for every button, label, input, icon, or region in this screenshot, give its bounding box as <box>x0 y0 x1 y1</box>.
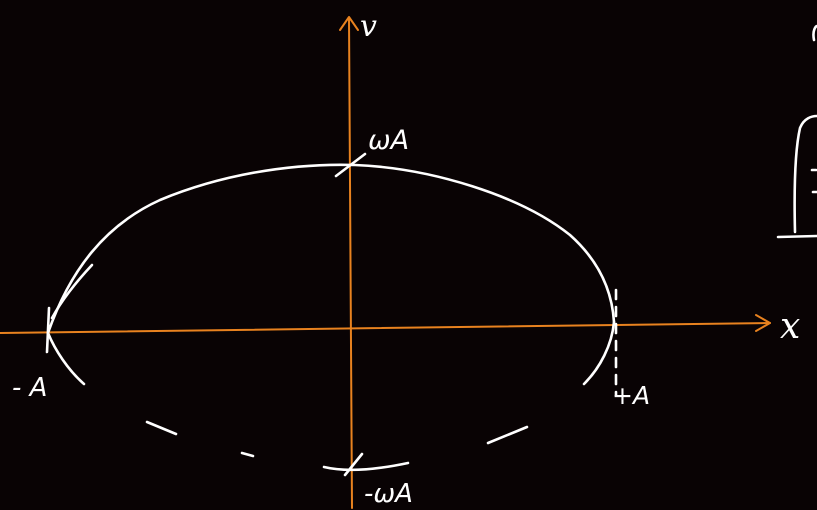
label-pos-amplitude: +A <box>612 381 651 410</box>
label-pos-velocity: ωA <box>368 125 410 156</box>
label-neg-velocity: -ωA <box>364 479 413 509</box>
label-neg-amplitude: - A <box>12 373 48 403</box>
label-x-axis: x <box>780 306 801 347</box>
label-v-axis: v <box>360 9 377 44</box>
